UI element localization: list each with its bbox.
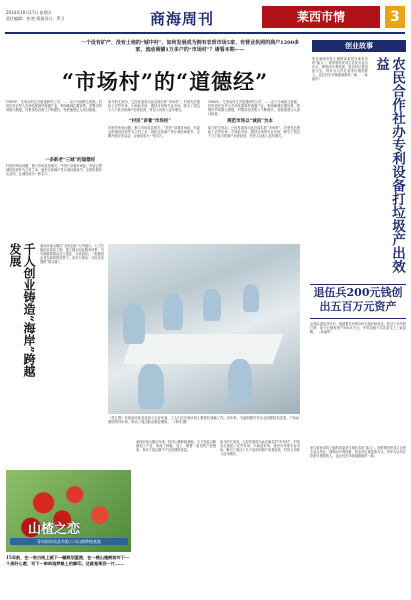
hawthorn-caption: 15年前，在一张白纸上画下一幅规划蓝图，在一棵山楂树前许下一个美好心愿，写下一串串追梦路上的脚印。这就是莱西一片…… bbox=[6, 555, 130, 566]
bottom-column-2: 如今的尤家沟，已经发展成为远近闻名的“市场村”。村里先后建起了农贸市场、小商品市场、建材市场等专业市场，吸引了周边十几个县市的商户前来经营，村民人均收入连年增长。 bbox=[220, 440, 300, 457]
subhead-2: “村民”讲着“市场经” bbox=[129, 119, 171, 124]
article-column-2: 村里的所有问题，都与市场息息相关。“村民”讲着市场经，村委会把诚信经营作为立村之本，组织全体商户签订诚信承诺书，定期开展评比活动，让诚信成为一张名片。 bbox=[108, 126, 200, 139]
right-section-head: 创业故事 bbox=[312, 40, 406, 52]
worker-figure bbox=[123, 304, 145, 344]
right-feature-body bbox=[312, 57, 368, 283]
factory-photo bbox=[108, 244, 300, 414]
second-feature-title: 退伍兵200元钱创出五百万元资产 bbox=[313, 286, 403, 313]
worker-figure bbox=[138, 364, 164, 409]
right-feature-credit: （孙丽华） bbox=[312, 73, 368, 82]
second-feature-credit: （孙丽华） bbox=[317, 330, 334, 335]
worker-figure bbox=[228, 359, 252, 403]
photo-caption bbox=[108, 416, 300, 425]
photo-caption-text: （见左图）在莱西市某食品加工企业车间，工人们正在流水线上紧张忙碌地工作。近年来，当地积极引导企业加强技术改造，产品远销国内外市场，带动了周边群众就业增收。 bbox=[108, 416, 300, 425]
right-divider bbox=[310, 318, 406, 319]
worker-figure bbox=[163, 294, 183, 330]
article-column-3: 如今的尤家沟，已经发展成为远近闻名的“市场村”。村里先后建起了农贸市场、小商品市场、建材市场等专业市场，吸引了周边十几个县市的商户前来经营，村民人均收入连年增长。 bbox=[208, 126, 300, 139]
section-badge: 莱西市情 bbox=[262, 6, 380, 28]
subhead-1: 一条新老“三城”的道德经 bbox=[44, 158, 96, 163]
work-table bbox=[123, 334, 284, 364]
worker-figure bbox=[243, 284, 259, 312]
issue-date: 2014年10月17日 星期五 bbox=[6, 10, 52, 15]
hawthorn-photo-subtitle: 青岛盼盼饮品有限公司山楂种植基地 bbox=[10, 538, 128, 545]
section-title: 商海周刊 bbox=[150, 10, 215, 28]
bottom-column-1: 莱西市姜山镇近年来，依托山楂种植基地，大力发展山楂深加工产业，形成了种植、加工、销售一条龙的产业链条，带动了周边数千户农民增收致富。 bbox=[136, 440, 216, 453]
photo-credit: （李伟 摄） bbox=[171, 420, 190, 425]
article-column-2a: 如今的尤家沟，已经发展成为远近闻名的“市场村”。村里先后建起了农贸市场、小商品市场、建材市场等专业市场，吸引了周边十几个县市的商户前来经营，村民人均收入连年增长。 bbox=[108, 100, 200, 113]
article-column-1: 1985年，尤家沟村正式组建商贸公司，……由于当地缺乏资源，村民依托农贸大市场发展商贸流通产业，利用地理位置优势，把集市贸易做大做强。村集体经济收入不断增长，发展速度让人刮目相看。 bbox=[6, 100, 102, 113]
hawthorn-photo bbox=[6, 470, 131, 552]
left-feature-title: 千人创业铸造“海岸”跨越发展 bbox=[8, 243, 36, 377]
second-feature-body bbox=[310, 322, 406, 442]
hawthorn-photo-title: 山楂之恋 bbox=[28, 522, 81, 537]
right-divider bbox=[310, 284, 406, 285]
issue-meta bbox=[6, 10, 65, 22]
right-column-bottom: 家住莱西市院上镇的刘某是当地有名的“能人”。他带领村民成立农民专业合作社，研制出专利设备，将农村垃圾变废为宝，每年为合作社带来可观的收入，也让村庄环境面貌焕然一新。 bbox=[310, 446, 406, 459]
article-column-3a: 1985年，尤家沟村正式组建商贸公司，……由于当地缺乏资源，村民依托农贸大市场发展商贸流通产业，利用地理位置优势，把集市贸易做大做强。村集体经济收入不断增长，发展速度让人刮目相看。 bbox=[208, 100, 300, 116]
left-feature-body: 莱西市姜山镇以“全民创业”为突破口，大力实施创业富民工程，建立健全创业服务体系，引导和鼓励群众自主创业、合伙创业。一批批创业者在政府的扶持下，成长为带动一方经济发展的“领头雁”。 bbox=[40, 244, 104, 265]
subhead-3: 规范市场以“诚信”为本 bbox=[227, 119, 273, 124]
worker-figure bbox=[203, 289, 221, 321]
masthead bbox=[0, 0, 411, 38]
right-feature-title: 农民合作社办专利设备打垃圾产出效益 bbox=[373, 57, 405, 273]
second-feature-text: 从部队退伍回乡后，他揣着仅有的200元钱开始创业。经过十多年的打拼，如今已拥有资产500多万元，并带动数十名乡亲走上了致富路。 bbox=[310, 322, 406, 335]
header-rule bbox=[5, 32, 405, 34]
lead-paragraph: 一个设有矿产、没有土地的“城中村”，如何发展成为拥有农贸市场5家、有营业执照的商户1200多家，流动商铺1万多户的“市场村”？请看本期—— bbox=[80, 40, 300, 53]
main-headline: “市场村”的“道德经” bbox=[61, 69, 269, 94]
page-number: 3 bbox=[385, 6, 405, 28]
right-feature-text: 家住莱西市院上镇的刘某是当地有名的“能人”。他带领村民成立农民专业合作社，研制出专利设备，将农村垃圾变废为宝，每年为合作社带来可观的收入，也让村庄环境面貌焕然一新。 bbox=[312, 57, 368, 78]
article-column-1b: 村里的所有问题，都与市场息息相关。“村民”讲着市场经，村委会把诚信经营作为立村之本，组织全体商户签订诚信承诺书，定期开展评比活动，让诚信成为一张名片。 bbox=[6, 164, 102, 177]
editor-line: 责任编辑：李 胜 版面设计：罗卫 bbox=[6, 16, 65, 21]
